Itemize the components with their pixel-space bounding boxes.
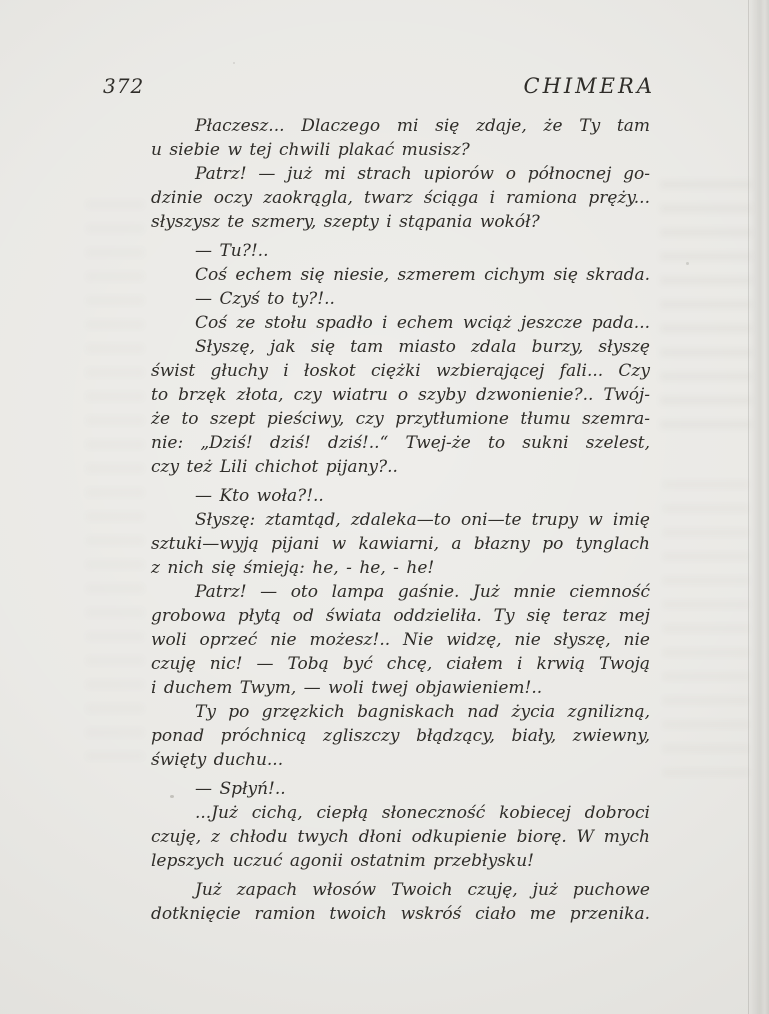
bleed-through-texture [86,200,144,760]
text-line: świst głuchy i łoskot ciężki wzbierającej fali... Czy [151,361,650,381]
paragraph [151,484,650,508]
text-line: ponad próchnicą zgliszczy błądzący, biały, zwiewny, [151,726,650,746]
text-line: Słyszę, jak się tam miasto zdala burzy, słyszę [195,337,650,357]
text-line: to brzęk złota, czy wiatru o szyby dzwonienie?.. Twój- [151,385,650,405]
paragraph [151,263,650,287]
paragraph [151,114,650,162]
paragraph [151,335,650,479]
paragraph [151,801,650,873]
page-number: 372 [103,74,145,98]
text-line: Coś ze stołu spadło i echem wciąż jeszcze pada... [195,313,650,333]
text-line: lepszych uczuć agonii ostatnim przebłysku! [151,851,534,871]
paragraph [151,878,650,926]
text-line: dzinie oczy zaokrągla, twarz ściąga i ramiona pręży... [151,188,650,208]
text-line: — Tu?!.. [195,241,269,261]
text-line: dotknięcie ramion twoich wskróś ciało me przenika. [151,904,650,924]
text-line: Już zapach włosów Twoich czuję, już puchowe [195,880,650,900]
text-line: — Spłyń!.. [195,779,286,799]
text-line: czy też Lili chichot pijany?.. [151,457,398,477]
text-line: i duchem Twym, — woli twej objawieniem!.. [151,678,543,698]
text-line: — Kto woła?!.. [195,486,324,506]
text-line: czuję, z chłodu twych dłoni odkupienie biorę. W mych [151,827,650,847]
text-line: Patrz! — już mi strach upiorów o północnej go- [195,164,650,184]
journal-title: CHIMERA [523,74,655,98]
scan-speck [686,262,689,265]
text-line: że to szept pieściwy, czy przytłumione tłumu szemra- [151,409,650,429]
text-line: sztuki—wyją pijani w kawiarni, a błazny po tynglach [151,534,650,554]
text-line: grobowa płytą od świata oddzieliła. Ty się teraz mej [151,606,650,626]
text-line: nie: „Dziś! dziś! dziś!..“ Twej-że to sukni szelest, [151,433,650,453]
text-line: ...Już cichą, ciepłą słoneczność kobiecej dobroci [195,803,650,823]
paragraph [151,508,650,580]
paragraph [151,777,650,801]
paragraph [151,700,650,772]
bleed-through-texture [662,480,750,780]
text-line: czuję nic! — Tobą być chcę, ciałem i krwią Twoją [151,654,650,674]
page-edge-shadow [748,0,769,1014]
paragraph [151,580,650,700]
text-line: z nich się śmieją: he, - he, - he! [151,558,435,578]
text-line: święty duchu... [151,750,284,770]
paragraph [151,162,650,234]
page-header [103,74,655,98]
text-line: woli oprzeć nie możesz!.. Nie widzę, nie słyszę, nie [151,630,650,650]
paragraph [151,287,650,311]
text-line: Patrz! — oto lampa gaśnie. Już mnie ciemność [195,582,650,602]
text-line: słyszysz te szmery, szepty i stąpania wokół? [151,212,540,232]
text-line: Płaczesz... Dlaczego mi się zdaje, że Ty tam [195,116,650,136]
text-line: Ty po grzęzkich bagniskach nad życia zgnilizną, [195,702,650,722]
scan-speck [233,62,235,64]
text-line: Coś echem się niesie, szmerem cichym się skrada. [195,265,650,285]
text-line: u siebie w tej chwili plakać musisz? [151,140,470,160]
text-line: Słyszę: ztamtąd, zdaleka—to oni—te trupy w imię [195,510,650,530]
bleed-through-texture [660,180,752,440]
page-body-text [151,114,650,926]
paragraph [151,311,650,335]
text-line: — Czyś to ty?!.. [195,289,335,309]
paragraph [151,239,650,263]
